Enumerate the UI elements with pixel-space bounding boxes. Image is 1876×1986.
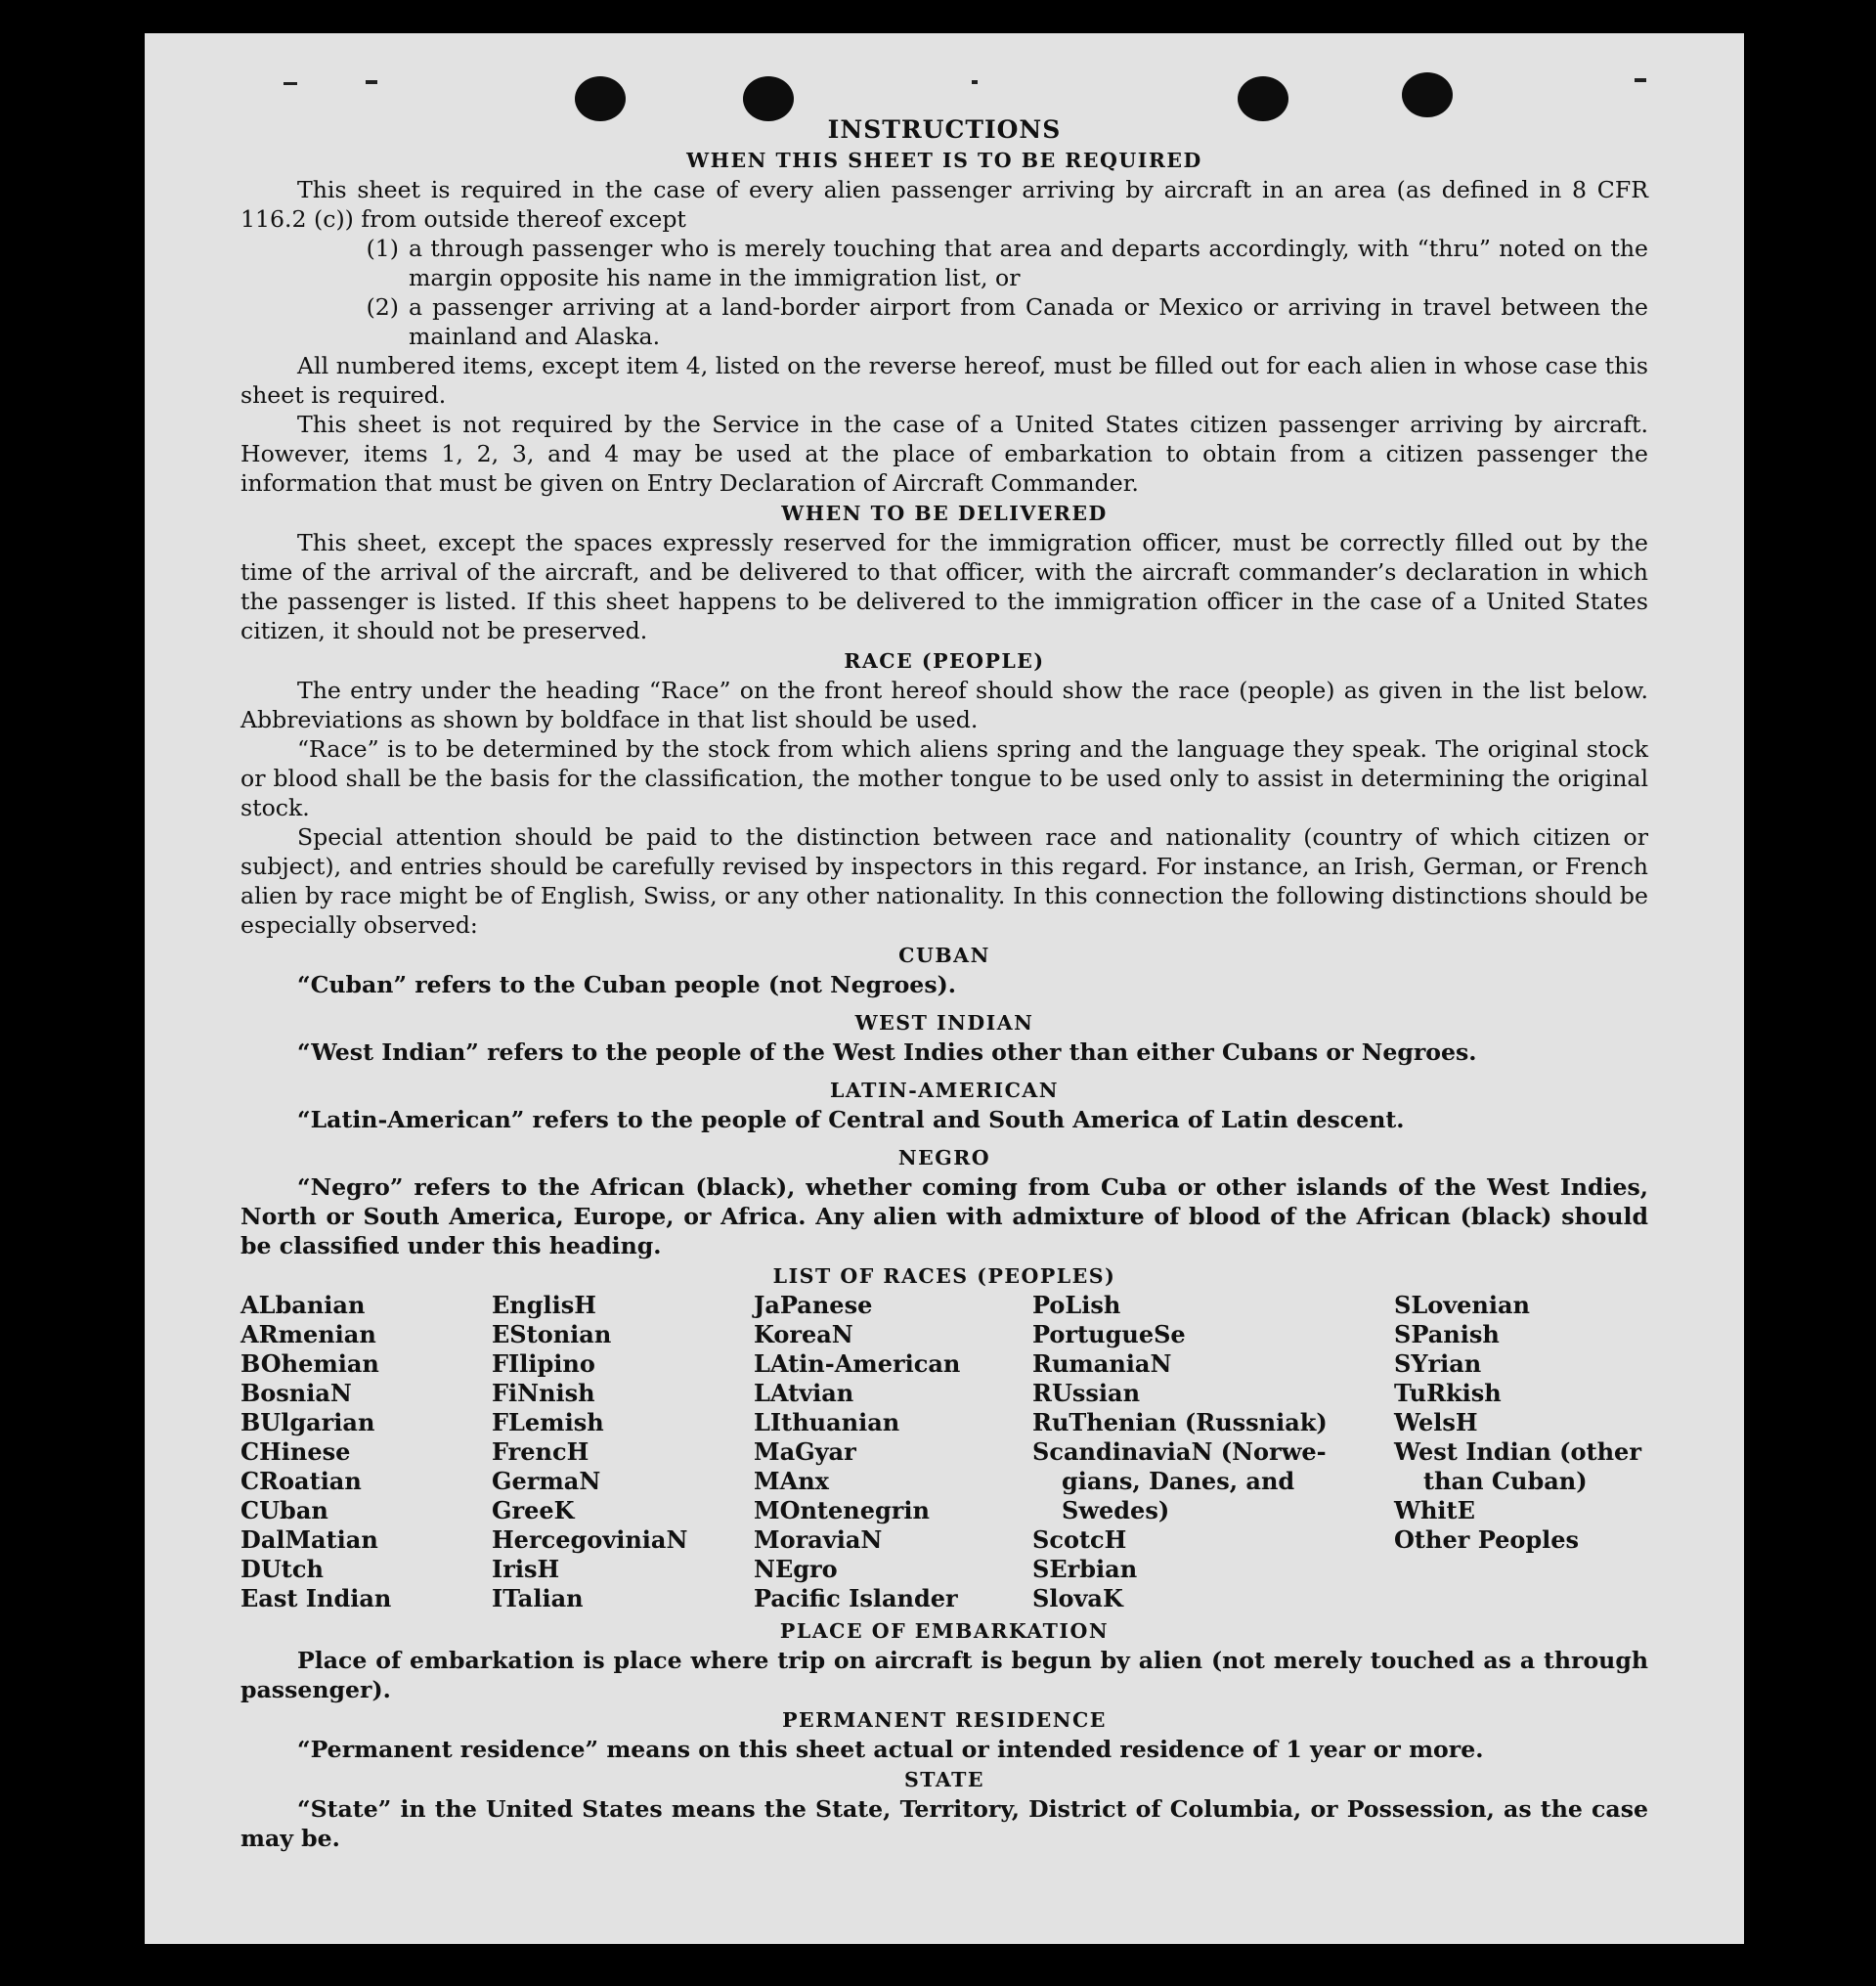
race-nationality-text: Special attention should be paid to the distinction between race and nationality (country of which citizen or subject), and entries should be carefully revised by inspectors in this regard. For instance, an Irish, German, or French alien by race might be of English, Swiss, or any other nationality. In this connection the following distinctions should be especially observed: [240,823,1648,939]
race-entry: SPanish [1394,1320,1500,1348]
race-entry: LAtin-American [754,1349,961,1378]
section-heading-list-of-races: LIST OF RACES (PEOPLES) [772,1264,1116,1288]
race-entry: PortugueSe [1032,1320,1186,1348]
required-intro: This sheet is required in the case of every alien passenger arriving by aircraft in an area (as defined in 8 CFR 116.2 (c)) from outside thereof except [240,176,1648,233]
race-entry: BOhemian [240,1349,379,1378]
race-entry: LAtvian [754,1379,854,1407]
race-entry: GermaN [492,1467,601,1495]
race-entry: RUssian [1032,1379,1141,1407]
section-heading-negro: NEGRO [897,1146,991,1170]
race-entry: East Indian [240,1584,392,1612]
race-entry: ARmenian [240,1320,376,1348]
race-entry: MAnx [754,1467,829,1495]
section-heading-cuban: CUBAN [898,944,990,967]
race-definition-text: “Race” is to be determined by the stock from which aliens spring and the language they speak. The original stock or blood shall be the basis for the classification, the mother tongue to be used only to assist in determining the original stock. [240,735,1648,821]
race-entry: DUtch [240,1555,324,1583]
race-entry: ScandinaviaN (Norwe- [1032,1437,1327,1466]
race-entry: ScotcH [1032,1525,1127,1554]
race-entry: MoraviaN [754,1525,883,1554]
race-entry: FLemish [492,1408,604,1436]
race-entry: SYrian [1394,1349,1482,1378]
race-entry: WelsH [1394,1408,1478,1436]
section-heading-residence: PERMANENT RESIDENCE [782,1708,1107,1732]
race-entry: ALbanian [240,1291,366,1319]
delivered-text: This sheet, except the spaces expressly reserved for the immigration officer, must be correctly filled out by the time of the arrival of the aircraft, and be delivered to that officer, with the aircraft commander’s declaration in which the passenger is listed. If this sheet happens to be delivered to the immigration officer in the case of a United States citizen, it should not be preserved. [240,529,1648,644]
race-entry: West Indian (other [1394,1437,1641,1466]
required-numbered-items: All numbered items, except item 4, listed on the reverse hereof, must be filled out for each alien in whose case this sheet is required. [240,352,1648,409]
required-citizen-note: This sheet is not required by the Service in the case of a United States citizen passenger arriving by aircraft. However, items 1, 2, 3, and 4 may be used at the place of embarkation to obtain from a citizen passenger the information that must be given on Entry Declaration of Aircraft Commander. [240,411,1648,497]
exception-item [240,234,1648,292]
race-column [754,1291,1032,1613]
residence-text: “Permanent residence” means on this sheet actual or intended residence of 1 year or more. [297,1736,1484,1763]
race-entry: NEgro [754,1555,838,1583]
race-column [1032,1291,1328,1613]
race-entry: CUban [240,1496,328,1524]
speck [1635,78,1646,82]
document-page [145,33,1744,1944]
section-heading-race: RACE (PEOPLE) [844,649,1045,673]
race-entry: MaGyar [754,1437,856,1466]
race-entry: DalMatian [240,1525,378,1554]
latin-american-text: “Latin-American” refers to the people of Central and South America of Latin descent. [297,1106,1405,1133]
race-entry: PoLish [1032,1291,1121,1319]
race-entry-text: The entry under the heading “Race” on the front hereof should show the race (people) as given in the list below. Abbreviations as shown by boldface in that list should be used. [240,677,1648,733]
race-entry: WhitE [1394,1496,1475,1524]
embarkation-text: Place of embarkation is place where trip on aircraft is begun by alien (not merely touched as a through passenger). [240,1647,1648,1703]
race-entry: TuRkish [1394,1379,1502,1407]
race-entry: CRoatian [240,1467,362,1495]
section-heading-west-indian: WEST INDIAN [854,1011,1034,1035]
exception-text: a through passenger who is merely touching that area and departs accordingly, with “thru” noted on the margin opposite his name in the immigration list, or [409,235,1648,291]
exception-text: a passenger arriving at a land-border airport from Canada or Mexico or arriving in travel between the mainland and Alaska. [409,293,1648,350]
race-entry: Pacific Islander [754,1584,958,1612]
race-entry: LIthuanian [754,1408,900,1436]
exception-item [240,292,1648,351]
race-entry: IrisH [492,1555,560,1583]
exception-number: (1) [366,235,399,262]
race-entry: RuThenian (Russniak) [1032,1408,1328,1436]
race-entry: EStonian [492,1320,612,1348]
section-heading-embarkation: PLACE OF EMBARKATION [779,1619,1110,1643]
section-heading-latin-american: LATIN-AMERICAN [829,1079,1060,1102]
race-entry: SLovenian [1394,1291,1530,1319]
race-column [492,1291,754,1613]
race-entry: FiNnish [492,1379,595,1407]
race-entry: GreeK [492,1496,575,1524]
west-indian-text: “West Indian” refers to the people of the West Indies other than either Cubans or Negroes. [297,1038,1477,1066]
cuban-text: “Cuban” refers to the Cuban people (not Negroes). [297,971,956,998]
speck [284,82,297,85]
race-entry: SlovaK [1032,1584,1123,1612]
race-entry: SErbian [1032,1555,1138,1583]
race-entry: Other Peoples [1394,1525,1580,1554]
race-entry: than Cuban) [1423,1467,1588,1495]
speck [366,80,377,84]
race-entry: BosniaN [240,1379,352,1407]
race-entry: gians, Danes, and [1062,1467,1295,1495]
race-list [240,1291,1648,1613]
race-column [1394,1291,1648,1613]
exception-number: (2) [366,293,399,321]
race-entry: HercegoviniaN [492,1525,688,1554]
race-entry: Swedes) [1062,1496,1170,1524]
state-text: “State” in the United States means the State, Territory, District of Columbia, or Possession, as the case may be. [240,1795,1648,1852]
race-entry: KoreaN [754,1320,853,1348]
race-entry: ITalian [492,1584,584,1612]
speck [972,80,978,84]
section-heading-required: WHEN THIS SHEET IS TO BE REQUIRED [686,149,1202,172]
race-entry: MOntenegrin [754,1496,930,1524]
section-heading-delivered: WHEN TO BE DELIVERED [781,502,1108,525]
section-heading-state: STATE [903,1768,985,1791]
race-entry: BUlgarian [240,1408,375,1436]
document-title: INSTRUCTIONS [827,115,1062,144]
race-entry: FrencH [492,1437,589,1466]
race-entry: CHinese [240,1437,351,1466]
race-entry: JaPanese [754,1291,873,1319]
race-entry: EnglisH [492,1291,596,1319]
punch-hole [1402,72,1453,117]
race-entry: RumaniaN [1032,1349,1172,1378]
race-column [240,1291,492,1613]
instructions-text [240,115,1648,1853]
race-entry: FIlipino [492,1349,595,1378]
negro-text: “Negro” refers to the African (black), whether coming from Cuba or other islands of the West Indies, North or South America, Europe, or Africa. Any alien with admixture of blood of the African (black) should be classified under this heading. [240,1173,1648,1259]
